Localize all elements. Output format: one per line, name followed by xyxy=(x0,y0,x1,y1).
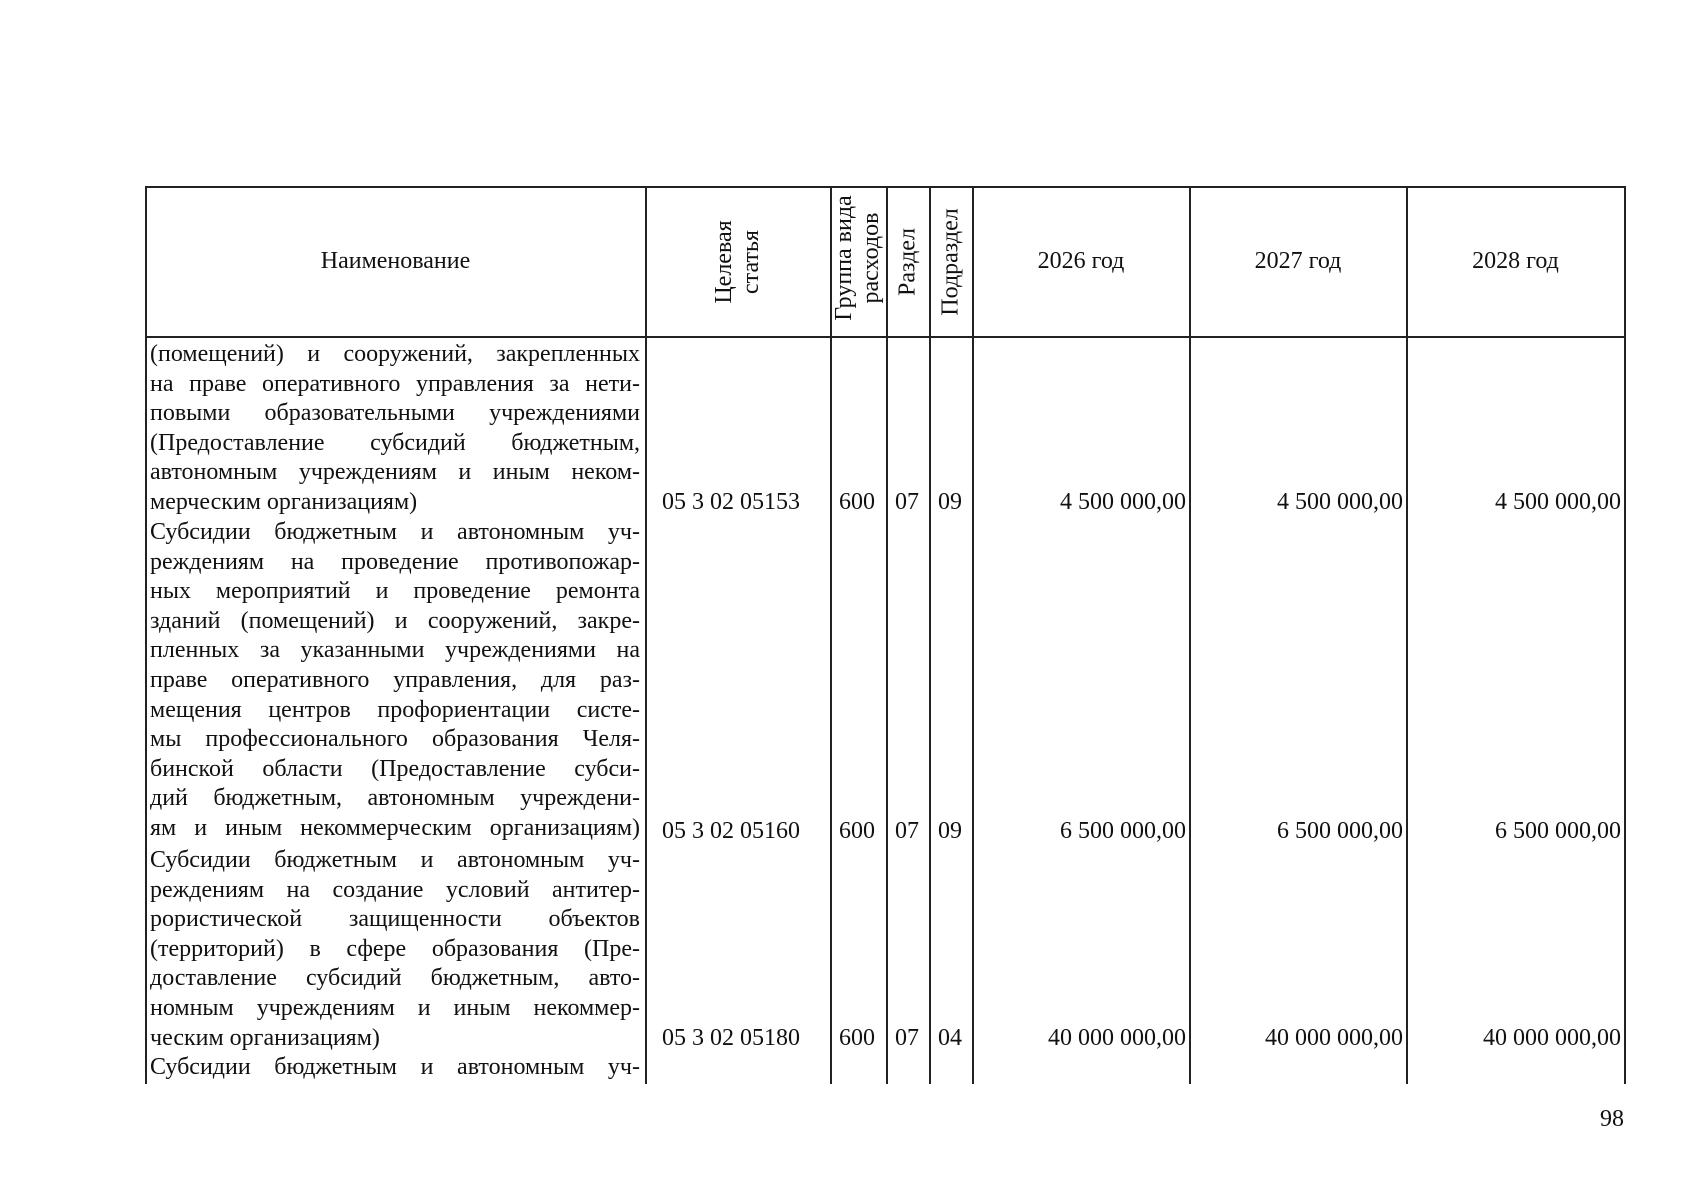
header-group-line-1: Группа вида xyxy=(831,195,857,321)
row-3-2027: 40 000 000,00 xyxy=(1265,1025,1403,1051)
row-2-line: мещения центров профориентации систе- xyxy=(150,696,640,723)
header-year-2026: 2026 год xyxy=(1037,248,1125,274)
row-2-line: Субсидии бюджетным и автономным уч- xyxy=(150,519,640,545)
row-2-section: 07 xyxy=(895,818,919,844)
row-1-2027: 4 500 000,00 xyxy=(1277,489,1403,515)
row-2-line: реждениям на проведение противопожар- xyxy=(150,548,640,575)
row-2-line: пленных за указанными учреждениями на xyxy=(150,637,640,664)
row-3-line: ческим организациям) xyxy=(150,1024,380,1051)
row-2-line: праве оперативного управления, для раз- xyxy=(150,666,640,693)
header-target-line-2: статья xyxy=(738,230,764,294)
row-1-line: автономным учреждениям и иным неком- xyxy=(150,459,640,486)
header-target-line-1: Целевая xyxy=(711,220,737,304)
row-3-subsection: 04 xyxy=(938,1025,962,1051)
row-2-2028: 6 500 000,00 xyxy=(1495,818,1621,844)
row-2-2026: 6 500 000,00 xyxy=(1060,818,1186,844)
col-border-name xyxy=(645,186,647,1084)
row-2-description xyxy=(150,518,640,844)
row-2-2027: 6 500 000,00 xyxy=(1277,818,1403,844)
row-2-line: бинской области (Предоставление субси- xyxy=(150,755,640,782)
row-4-line: Субсидии бюджетным и автономным уч- xyxy=(150,1054,640,1080)
row-2-subsection: 09 xyxy=(938,818,962,844)
row-3-line: рористической защищенности объектов xyxy=(150,906,640,933)
row-2-line: дий бюджетным, автономным учреждени- xyxy=(150,785,640,812)
row-3-line: Субсидии бюджетным и автономным уч- xyxy=(150,847,640,873)
header-target-article xyxy=(711,220,765,303)
row-3-2026: 40 000 000,00 xyxy=(1048,1025,1186,1051)
header-subsection: Подраздел xyxy=(937,208,964,316)
row-2-line: ных мероприятий и проведение ремонта xyxy=(150,578,640,605)
row-3-line: реждениям на создание условий антитер- xyxy=(150,876,640,903)
page-number: 98 xyxy=(1600,1106,1624,1132)
row-3-line: номным учреждениям и иным некоммер- xyxy=(150,994,640,1021)
row-1-group: 600 xyxy=(839,489,875,515)
row-3-2028: 40 000 000,00 xyxy=(1483,1025,1621,1051)
row-1-line: (помещений) и сооружений, закрепленных xyxy=(150,341,640,367)
row-2-line: ям и иным некоммерческим организациям) xyxy=(150,814,640,841)
row-3-description xyxy=(150,846,640,1053)
header-section: Раздел xyxy=(894,228,921,296)
row-1-line: повыми образовательными учреждениями xyxy=(150,400,640,427)
row-4-description xyxy=(150,1053,640,1083)
col-border-right xyxy=(1624,186,1626,1084)
row-1-line: мерческим организациям) xyxy=(150,488,418,515)
row-2-line: зданий (помещений) и сооружений, закре- xyxy=(150,607,640,634)
row-2-code: 05 3 02 05160 xyxy=(662,818,800,844)
row-3-line: доставление субсидий бюджетным, авто- xyxy=(150,965,640,992)
row-2-line: мы профессионального образования Челя- xyxy=(150,726,640,753)
row-2-group: 600 xyxy=(839,818,875,844)
row-3-section: 07 xyxy=(895,1025,919,1051)
row-3-code: 05 3 02 05180 xyxy=(662,1025,800,1051)
header-name: Наименование xyxy=(320,248,471,274)
row-1-subsection: 09 xyxy=(938,489,962,515)
header-group-line-2: расходов xyxy=(858,212,884,304)
row-1-code: 05 3 02 05153 xyxy=(662,489,800,515)
row-1-2028: 4 500 000,00 xyxy=(1495,489,1621,515)
row-3-line: (территорий) в сфере образования (Пре- xyxy=(150,935,640,962)
row-1-2026: 4 500 000,00 xyxy=(1060,489,1186,515)
header-expense-group xyxy=(831,195,885,320)
row-1-line: на праве оперативного управления за нети- xyxy=(150,370,640,397)
col-border-group xyxy=(886,186,888,1084)
row-1-line: (Предоставление субсидий бюджетным, xyxy=(150,429,640,456)
row-1-description xyxy=(150,340,640,518)
header-year-2027: 2027 год xyxy=(1254,248,1342,274)
row-3-group: 600 xyxy=(839,1025,875,1051)
row-1-section: 07 xyxy=(895,489,919,515)
col-border-section xyxy=(929,186,931,1084)
header-year-2028: 2028 год xyxy=(1472,248,1559,274)
